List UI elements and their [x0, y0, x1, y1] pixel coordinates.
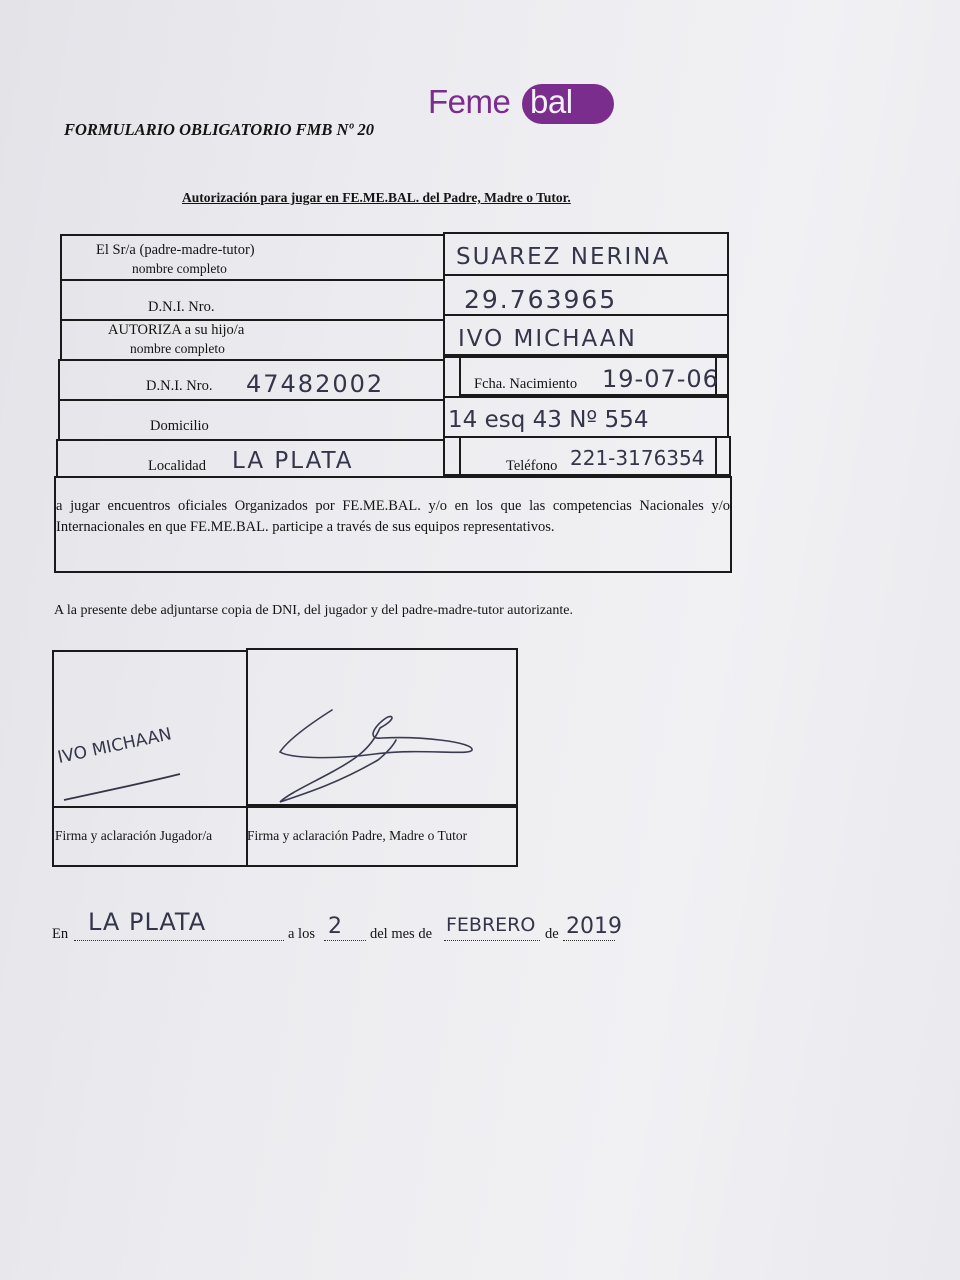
- svg-text:bal: bal: [530, 83, 573, 120]
- locality-value: LA PLATA: [232, 448, 354, 474]
- address-label-cell: [58, 399, 445, 441]
- year-label: de: [545, 926, 559, 942]
- locality-label: Localidad: [148, 458, 206, 474]
- attachment-note: A la presente debe adjuntarse copia de DNI, del jugador y del padre-madre-tutor autorizante.: [54, 603, 573, 618]
- tutor-label: El Sr/a (padre-madre-tutor): [96, 242, 255, 258]
- child-label: AUTORIZA a su hijo/a: [108, 322, 245, 338]
- player-signature: IVO MICHAAN: [55, 724, 174, 768]
- day-dotted-line: [324, 940, 366, 941]
- birth-value: 19-07-06: [602, 365, 719, 393]
- child-name-value: IVO MICHAAN: [458, 326, 637, 352]
- month-value: FEBRERO: [446, 914, 536, 936]
- address-value: 14 esq 43 Nº 554: [448, 407, 649, 433]
- child-dni-label: D.N.I. Nro.: [146, 378, 213, 394]
- form-code: FORMULARIO OBLIGATORIO FMB Nº 20: [64, 120, 374, 139]
- authorization-text: a jugar encuentros oficiales Organizados por FE.ME.BAL. y/o en los que las competencias Nacionales y/o Internacionales en que FE.ME.BAL. participe a través de sus equipos representativos.: [56, 498, 730, 535]
- parent-signature-label: Firma y aclaración Padre, Madre o Tutor: [247, 828, 468, 843]
- year-value: 2019: [566, 914, 622, 939]
- phone-end-cell: [715, 436, 731, 476]
- place-dotted-line: [74, 940, 284, 941]
- birth-label: Fcha. Nacimiento: [474, 376, 578, 392]
- player-signature-underline: [60, 760, 190, 810]
- form-subtitle: Autorización para jugar en FE.ME.BAL. del Padre, Madre o Tutor.: [182, 190, 571, 205]
- tutor-dni-value: 29.763965: [464, 285, 618, 314]
- month-label: del mes de: [370, 926, 433, 942]
- year-dotted-line: [563, 940, 615, 941]
- place-value: LA PLATA: [88, 908, 207, 936]
- tutor-dni-label-cell: [60, 279, 445, 321]
- month-dotted-line: [444, 940, 540, 941]
- en-label: En: [52, 926, 69, 942]
- phone-value: 221-3176354: [570, 446, 705, 470]
- address-label: Domicilio: [150, 418, 209, 434]
- days-label: a los: [288, 926, 315, 942]
- day-value: 2: [328, 914, 344, 939]
- femebal-logo-graphic: [428, 80, 618, 126]
- tutor-sublabel: nombre completo: [132, 261, 227, 276]
- parent-signature-scribble: [270, 700, 480, 810]
- tutor-name-value: SUAREZ NERINA: [456, 244, 671, 270]
- child-sublabel: nombre completo: [130, 341, 225, 356]
- tutor-dni-label: D.N.I. Nro.: [148, 299, 215, 315]
- svg-text:Feme: Feme: [428, 83, 511, 120]
- child-dni-value: 47482002: [246, 370, 385, 398]
- femebal-logo: [428, 80, 618, 126]
- phone-label: Teléfono: [506, 458, 558, 474]
- player-signature-label: Firma y aclaración Jugador/a: [55, 828, 213, 843]
